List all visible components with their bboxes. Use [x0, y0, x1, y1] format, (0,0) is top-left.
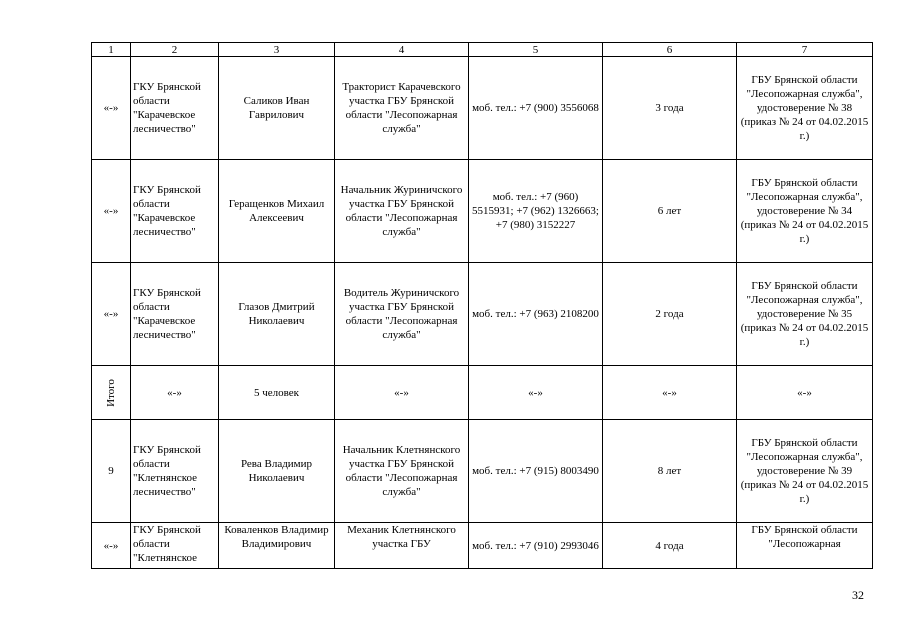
row-number: 9 — [92, 420, 131, 523]
organization-cell: ГКУ Брянской области "Клетнянское лесничество" — [131, 420, 219, 523]
experience-cell: 4 года — [603, 523, 737, 569]
organization-cell: ГКУ Брянской области "Карачевское лесничество" — [131, 263, 219, 366]
name-cell: Глазов Дмитрий Николаевич — [219, 263, 335, 366]
total-count-cell: 5 человек — [219, 366, 335, 420]
experience-cell: 8 лет — [603, 420, 737, 523]
position-cell: Водитель Журиничского участка ГБУ Брянской области "Лесопожарная служба" — [335, 263, 469, 366]
experience-cell: «-» — [603, 366, 737, 420]
header-cell: 7 — [737, 43, 873, 57]
total-label-cell — [92, 366, 131, 420]
experience-cell: 2 года — [603, 263, 737, 366]
phone-cell: «-» — [469, 366, 603, 420]
row-number: «-» — [92, 523, 131, 569]
header-cell: 4 — [335, 43, 469, 57]
page-number: 32 — [852, 588, 864, 602]
name-cell: Рева Владимир Николаевич — [219, 420, 335, 523]
header-row — [92, 43, 873, 57]
position-cell: Механик Клетнянского участка ГБУ — [335, 523, 469, 569]
staff-table — [91, 42, 873, 569]
experience-cell: 3 года — [603, 57, 737, 160]
header-cell: 1 — [92, 43, 131, 57]
name-cell: Геращенков Михаил Алексеевич — [219, 160, 335, 263]
header-cell: 2 — [131, 43, 219, 57]
row-number: «-» — [92, 263, 131, 366]
certificate-cell: ГБУ Брянской области "Лесопожарная — [737, 523, 873, 569]
certificate-cell: ГБУ Брянской области "Лесопожарная служба", удостоверение № 35 (приказ № 24 от 04.02.2015 г.) — [737, 263, 873, 366]
organization-cell: «-» — [131, 366, 219, 420]
header-cell: 3 — [219, 43, 335, 57]
table-row — [92, 420, 873, 523]
phone-cell: моб. тел.: +7 (960) 5515931; +7 (962) 1326663; +7 (980) 3152227 — [469, 160, 603, 263]
certificate-cell: «-» — [737, 366, 873, 420]
certificate-cell: ГБУ Брянской области "Лесопожарная служба", удостоверение № 34 (приказ № 24 от 04.02.2015 г.) — [737, 160, 873, 263]
row-number: «-» — [92, 160, 131, 263]
header-cell: 5 — [469, 43, 603, 57]
table-row — [92, 57, 873, 160]
position-cell: «-» — [335, 366, 469, 420]
phone-cell: моб. тел.: +7 (900) 3556068 — [469, 57, 603, 160]
position-cell: Начальник Журиничского участка ГБУ Брянской области "Лесопожарная служба" — [335, 160, 469, 263]
header-cell: 6 — [603, 43, 737, 57]
name-cell: Коваленков Владимир Владимирович — [219, 523, 335, 569]
organization-cell: ГКУ Брянской области "Карачевское лесничество" — [131, 57, 219, 160]
row-number: «-» — [92, 57, 131, 160]
experience-cell: 6 лет — [603, 160, 737, 263]
table-row — [92, 160, 873, 263]
table-row — [92, 523, 873, 569]
total-row — [92, 366, 873, 420]
total-label: Итого — [105, 378, 117, 407]
phone-cell: моб. тел.: +7 (963) 2108200 — [469, 263, 603, 366]
position-cell: Начальник Клетнянского участка ГБУ Брянской области "Лесопожарная служба" — [335, 420, 469, 523]
name-cell: Саликов Иван Гаврилович — [219, 57, 335, 160]
organization-cell: ГКУ Брянской области "Клетнянское — [131, 523, 219, 569]
organization-cell: ГКУ Брянской области "Карачевское лесничество" — [131, 160, 219, 263]
position-cell: Тракторист Карачевского участка ГБУ Брянской области "Лесопожарная служба" — [335, 57, 469, 160]
certificate-cell: ГБУ Брянской области "Лесопожарная служба", удостоверение № 38 (приказ № 24 от 04.02.2015 г.) — [737, 57, 873, 160]
certificate-cell: ГБУ Брянской области "Лесопожарная служба", удостоверение № 39 (приказ № 24 от 04.02.2015 г.) — [737, 420, 873, 523]
phone-cell: моб. тел.: +7 (915) 8003490 — [469, 420, 603, 523]
phone-cell: моб. тел.: +7 (910) 2993046 — [469, 523, 603, 569]
table-row — [92, 263, 873, 366]
